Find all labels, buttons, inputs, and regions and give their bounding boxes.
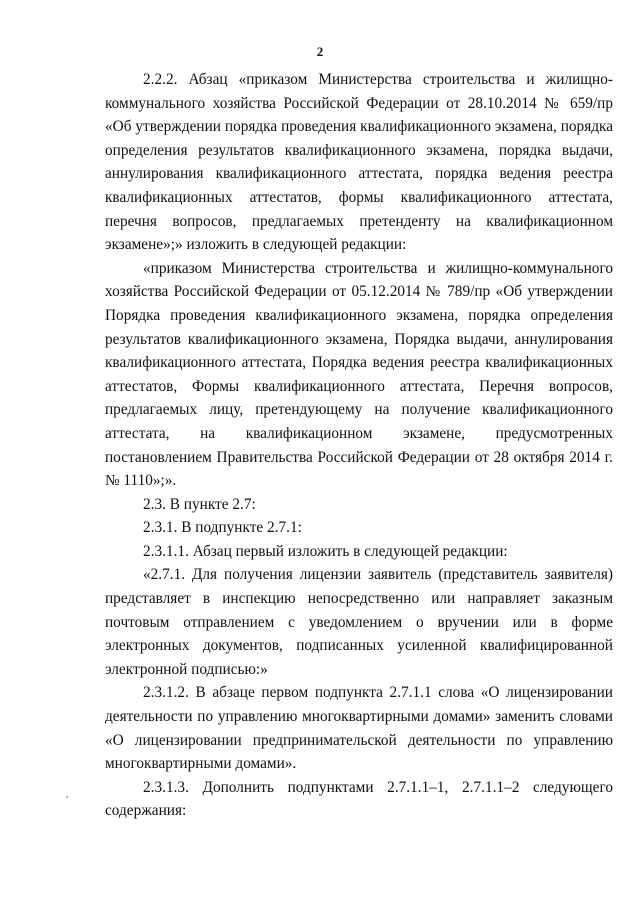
text-line: аттестата, на квалификационном экзамене, предусмотренных — [105, 424, 613, 442]
text-line: результатов квалификационного экзамена, Порядка выдачи, аннулирования — [105, 330, 613, 348]
paragraph — [105, 681, 613, 775]
text-line: квалификационного аттестата, Порядка ведения реестра квалификационных — [105, 354, 613, 372]
text-line: почтовым отправлением с уведомлением о вручении или в форме — [105, 613, 613, 631]
text-line: многоквартирными домами». — [105, 755, 297, 773]
text-line: 2.3. В пункте 2.7: — [143, 495, 256, 513]
text-line: 2.3.1.2. В абзаце первом подпункта 2.7.1.1 слова «О лицензировании — [143, 684, 613, 702]
text-line: «приказом Министерства строительства и жилищно-коммунального — [143, 259, 613, 277]
text-line: «Об утверждении порядка проведения квалификационного экзамена, порядка — [105, 118, 613, 136]
text-line: аннулирования квалификационного аттестата, порядка ведения реестра — [105, 165, 613, 183]
page-number: 2 — [316, 44, 324, 59]
text-line: хозяйства Российской Федерации от 05.12.2014 № 789/пр «Об утверждении — [105, 283, 613, 301]
text-line: 2.3.1.1. Абзац первый изложить в следующей редакции: — [143, 542, 508, 560]
paragraph — [105, 493, 613, 517]
text-line: 2.2.2. Абзац «приказом Министерства строительства и жилищно- — [143, 71, 613, 88]
text-line: 2.3.1. В подпункте 2.7.1: — [143, 519, 302, 537]
text-line: «О лицензировании предпринимательской деятельности по управлению — [105, 731, 613, 749]
text-line: содержания: — [105, 802, 187, 820]
paragraph — [105, 257, 613, 493]
document-body — [105, 68, 613, 823]
paragraph — [105, 540, 613, 564]
paragraph — [105, 516, 613, 540]
text-line: представляет в инспекцию непосредственно или направляет заказным — [105, 590, 613, 608]
paragraph — [105, 776, 613, 823]
text-line: коммунального хозяйства Российской Федерации от 28.10.2014 № 659/пр — [105, 94, 613, 112]
text-line: Порядка проведения квалификационного экзамена, порядка определения — [105, 306, 613, 324]
text-line: 2.3.1.3. Дополнить подпунктами 2.7.1.1–1, 2.7.1.1–2 следующего — [143, 778, 613, 796]
text-line: «2.7.1. Для получения лицензии заявитель (представитель заявителя) — [143, 566, 613, 584]
text-line: аттестатов, Формы квалификационного аттестата, Перечня вопросов, — [105, 377, 613, 395]
text-line: деятельности по управлению многоквартирными домами» заменить словами — [105, 708, 613, 726]
text-line: определения результатов квалификационного экзамена, порядка выдачи, — [105, 141, 613, 159]
text-line: № 1110»;». — [105, 472, 177, 490]
paragraph — [105, 68, 613, 257]
text-line: постановлением Правительства Российской Федерации от 28 октября 2014 г. — [105, 448, 613, 466]
text-line: перечня вопросов, предлагаемых претенденту на квалификационном — [105, 212, 613, 230]
text-line: квалификационных аттестатов, формы квалификационного аттестата, — [105, 188, 613, 206]
text-line: экзамене»;» изложить в следующей редакции: — [105, 236, 407, 254]
text-line: электронной подписью:» — [105, 660, 268, 678]
paragraph — [105, 563, 613, 681]
text-line: предлагаемых лицу, претендующему на получение квалификационного — [105, 401, 613, 419]
text-line: электронных документов, подписанных усиленной квалифицированной — [105, 637, 613, 655]
margin-mark — [66, 796, 68, 798]
